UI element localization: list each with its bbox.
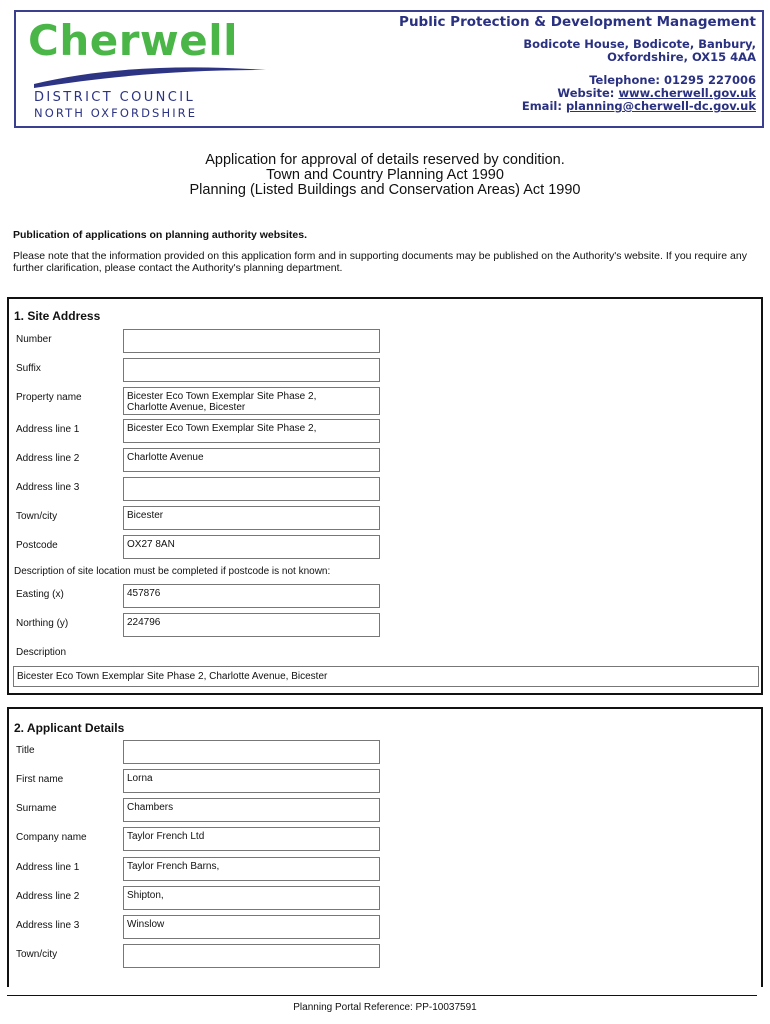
northing-input[interactable]: 224796 bbox=[123, 613, 380, 637]
field-label: Postcode bbox=[16, 540, 58, 551]
field-address-line-3 bbox=[9, 477, 761, 503]
publication-notice: Please note that the information provided on this application form and in supporting documents may be published on the Authority's website. If you require any further clarification, please contact the Authority's planning department. bbox=[13, 250, 747, 274]
easting-input[interactable]: 457876 bbox=[123, 584, 380, 608]
field-postcode bbox=[9, 535, 761, 561]
field-company-name bbox=[9, 827, 761, 853]
location-note: Description of site location must be completed if postcode is not known: bbox=[14, 566, 331, 577]
address-line-1-input[interactable]: Bicester Eco Town Exemplar Site Phase 2, bbox=[123, 419, 380, 443]
field-label: Number bbox=[16, 334, 52, 345]
surname-input[interactable]: Chambers bbox=[123, 798, 380, 822]
town-city-input[interactable]: Bicester bbox=[123, 506, 380, 530]
address-line-1-input[interactable]: Taylor French Barns, bbox=[123, 857, 380, 881]
department-name: Public Protection & Development Management bbox=[399, 14, 756, 30]
address-line-2-input[interactable]: Shipton, bbox=[123, 886, 380, 910]
address-line-2: Oxfordshire, OX15 4AA bbox=[607, 50, 756, 64]
field-easting bbox=[9, 584, 761, 610]
field-surname bbox=[9, 798, 761, 824]
description-label: Description bbox=[16, 647, 67, 658]
field-label: Address line 3 bbox=[16, 920, 80, 931]
field-label: First name bbox=[16, 774, 64, 785]
field-address-line-2 bbox=[9, 886, 761, 912]
publication-heading: Publication of applications on planning authority websites. bbox=[13, 229, 308, 241]
description-input[interactable]: Bicester Eco Town Exemplar Site Phase 2, Charlotte Avenue, Bicester bbox=[13, 666, 759, 687]
field-town-city bbox=[9, 506, 761, 532]
town-city-input[interactable] bbox=[123, 944, 380, 968]
title-input[interactable] bbox=[123, 740, 380, 764]
field-label: Address line 3 bbox=[16, 482, 80, 493]
field-label: Easting (x) bbox=[16, 589, 64, 600]
company-name-input[interactable]: Taylor French Ltd bbox=[123, 827, 380, 851]
field-label: Town/city bbox=[16, 511, 58, 522]
title-line-3: Planning (Listed Buildings and Conservation Areas) Act 1990 bbox=[189, 182, 581, 198]
field-label: Address line 1 bbox=[16, 862, 80, 873]
field-label: Property name bbox=[16, 392, 82, 403]
website-link[interactable]: www.cherwell.gov.uk bbox=[618, 86, 756, 100]
field-label: Surname bbox=[16, 803, 57, 814]
field-label: Town/city bbox=[16, 949, 58, 960]
title-line-1: Application for approval of details reserved by condition. bbox=[205, 152, 565, 168]
council-header bbox=[14, 10, 764, 128]
site-address-section bbox=[7, 297, 763, 695]
title-line-2: Town and Country Planning Act 1990 bbox=[266, 167, 504, 183]
applicant-details-section bbox=[7, 707, 763, 987]
section-heading: 2. Applicant Details bbox=[14, 721, 125, 735]
suffix-input[interactable] bbox=[123, 358, 380, 382]
address-line-3-input[interactable] bbox=[123, 477, 380, 501]
email-line bbox=[399, 100, 756, 113]
property-name-input[interactable]: Bicester Eco Town Exemplar Site Phase 2, Charlotte Avenue, Bicester bbox=[123, 387, 380, 415]
cherwell-logo-text: Cherwell bbox=[28, 16, 239, 65]
field-property-name bbox=[9, 387, 761, 413]
logo-swoosh-icon bbox=[30, 60, 270, 90]
field-suffix bbox=[9, 358, 761, 384]
email-label: Email: bbox=[521, 99, 562, 113]
address-line-3-input[interactable]: Winslow bbox=[123, 915, 380, 939]
field-label: Company name bbox=[16, 832, 87, 843]
field-label: Address line 2 bbox=[16, 453, 80, 464]
field-address-line-2 bbox=[9, 448, 761, 474]
field-town-city bbox=[9, 944, 761, 970]
field-label: Title bbox=[16, 745, 35, 756]
postcode-input[interactable]: OX27 8AN bbox=[123, 535, 380, 559]
field-number bbox=[9, 329, 761, 355]
field-label: Address line 1 bbox=[16, 424, 80, 435]
field-address-line-3 bbox=[9, 915, 761, 941]
logo-north-oxfordshire: NORTH OXFORDSHIRE bbox=[34, 106, 198, 120]
field-label: Northing (y) bbox=[16, 618, 69, 629]
field-first-name bbox=[9, 769, 761, 795]
field-label: Suffix bbox=[16, 363, 41, 374]
address-line-1: Bodicote House, Bodicote, Banbury, bbox=[523, 37, 756, 51]
form-title bbox=[0, 153, 770, 198]
section-heading: 1. Site Address bbox=[14, 309, 101, 323]
footer-divider bbox=[7, 995, 757, 996]
telephone: Telephone: 01295 227006 bbox=[589, 73, 756, 87]
portal-reference: Planning Portal Reference: PP-10037591 bbox=[293, 1002, 477, 1013]
field-northing bbox=[9, 613, 761, 639]
field-title bbox=[9, 740, 761, 766]
number-input[interactable] bbox=[123, 329, 380, 353]
field-label: Address line 2 bbox=[16, 891, 80, 902]
first-name-input[interactable]: Lorna bbox=[123, 769, 380, 793]
council-contact-block bbox=[399, 14, 756, 113]
address-line-2-input[interactable]: Charlotte Avenue bbox=[123, 448, 380, 472]
field-address-line-1 bbox=[9, 419, 761, 445]
field-address-line-1 bbox=[9, 857, 761, 883]
email-link[interactable]: planning@cherwell-dc.gov.uk bbox=[565, 99, 756, 113]
logo-district-council: DISTRICT COUNCIL bbox=[34, 90, 196, 105]
website-label: Website: bbox=[557, 86, 615, 100]
